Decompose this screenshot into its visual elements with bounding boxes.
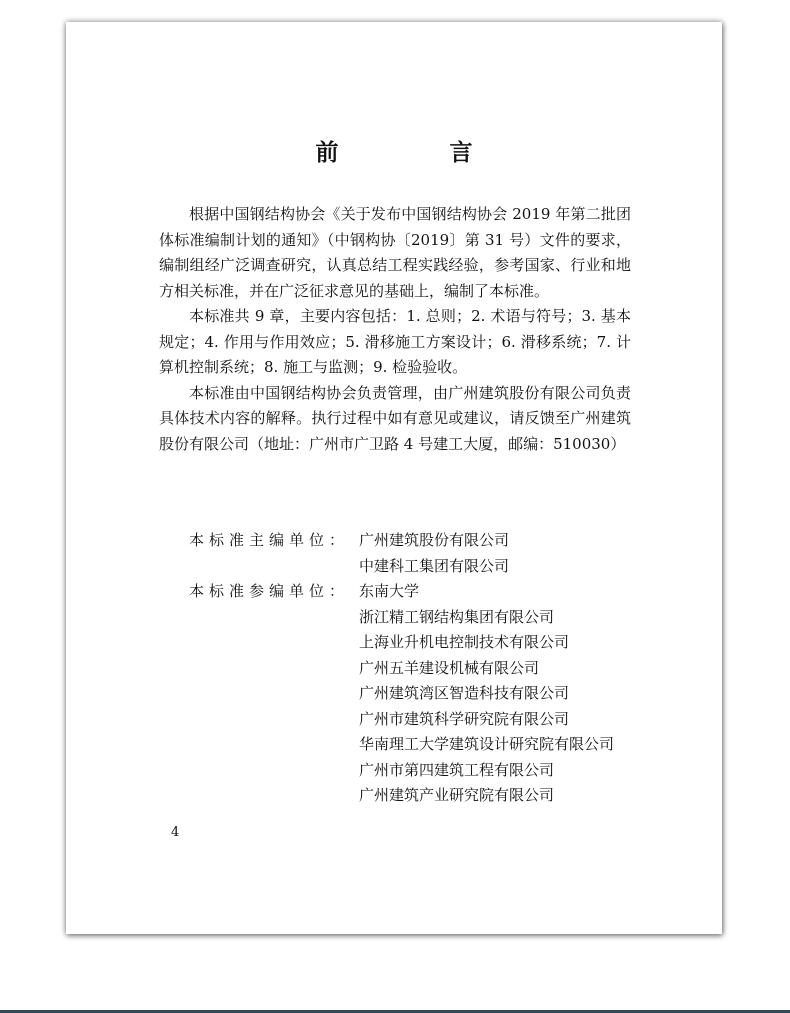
- chief-unit-name: 广州建筑股份有限公司: [359, 531, 510, 549]
- participating-units-names: [359, 579, 639, 809]
- chief-unit-name: 中建科工集团有限公司: [359, 556, 510, 575]
- participating-unit-name: 广州市建筑科学研究院有限公司: [359, 709, 570, 728]
- participating-unit-name: 广州建筑湾区智造科技有限公司: [359, 684, 570, 702]
- participating-unit-name: 浙江精工钢结构集团有限公司: [359, 607, 555, 626]
- preface-paragraph-1: 根据中国钢结构协会《关于发布中国钢结构协会 2019 年第二批团体标准编制计划的通知》（中钢构协〔2019〕第 31 号）文件的要求，编制组经广泛调查研究，认真总结工程实践经验，参考国家、行业和地方相关标准，并在广泛征求意见的基础上，编制了本标准。: [159, 205, 631, 300]
- participating-unit-name: 广州建筑产业研究院有限公司: [359, 786, 555, 804]
- participating-unit-name: 广州五羊建设机械有限公司: [359, 658, 540, 677]
- participating-unit-name: 东南大学: [359, 582, 420, 600]
- preface-paragraph-2: 本标准共 9 章，主要内容包括：1. 总则；2. 术语与符号；3. 基本规定；4. 作用与作用效应；5. 滑移施工方案设计；6. 滑移系统；7. 计算机控制系统；8. 施工与监测；9. 检验验收。: [159, 307, 631, 376]
- chief-units-label: 本标准主编单位：: [189, 531, 350, 549]
- participating-unit-name: 华南理工大学建筑设计研究院有限公司: [359, 735, 615, 753]
- participating-unit-name: 上海业升机电控制技术有限公司: [359, 633, 570, 651]
- participating-units-label: 本标准参编单位：: [189, 582, 350, 600]
- preface-body: [159, 202, 631, 457]
- chief-units-row: [159, 528, 639, 579]
- page-title: 前 言: [315, 139, 517, 166]
- participating-units-row: [159, 579, 639, 809]
- preface-paragraph-3: 本标准由中国钢结构协会负责管理，由广州建筑股份有限公司负责具体技术内容的解释。执行过程中如有意见或建议，请反馈至广州建筑股份有限公司（地址：广州市广卫路 4 号建工大厦，邮编：510030）: [159, 383, 631, 453]
- participating-unit-name: 广州市第四建筑工程有限公司: [359, 760, 555, 779]
- page-number: 4: [171, 825, 180, 840]
- unit-list: [159, 528, 639, 809]
- chief-units-names: [359, 528, 639, 579]
- document-page: [66, 22, 722, 934]
